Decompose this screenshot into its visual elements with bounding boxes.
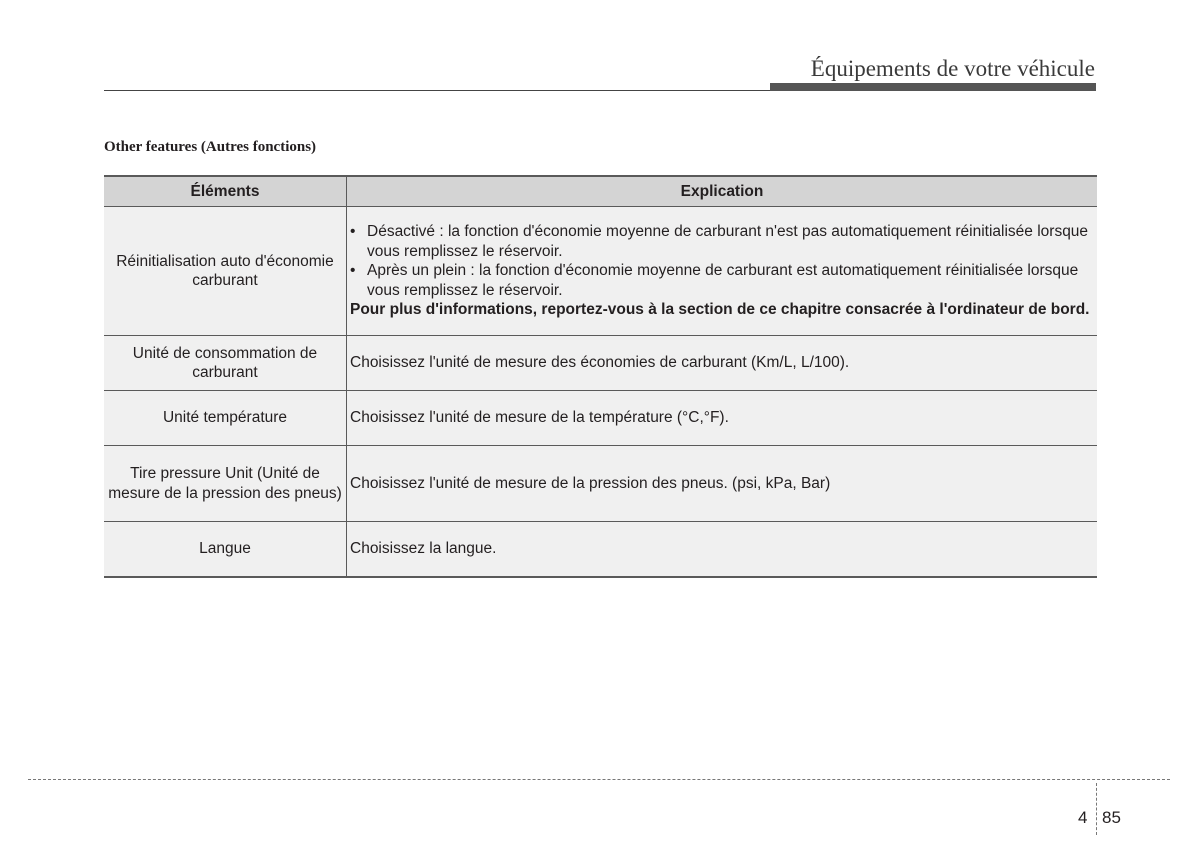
bullet-text: Après un plein : la fonction d'économie moyenne de carburant est automatiquement réinitialisée lorsque vous remplissez le réservoir. (367, 262, 1079, 299)
footer-rule (28, 779, 1170, 780)
table-row (104, 446, 1097, 522)
section-heading: Other features (Autres fonctions) (104, 139, 317, 155)
table-row (104, 391, 1097, 446)
bullet-marker: • (350, 262, 356, 280)
explanation-cell: Choisissez l'unité de mesure des économies de carburant (Km/L, L/100). (347, 336, 1098, 391)
explanation-cell: Choisissez l'unité de mesure de la température (°C,°F). (347, 391, 1098, 446)
element-cell: Unité de consommation de carburant (104, 336, 347, 391)
table-row (104, 336, 1097, 391)
bullet-marker: • (350, 223, 356, 241)
column-header-explication: Explication (347, 176, 1098, 207)
page-header-title: Équipements de votre véhicule (810, 56, 1095, 81)
element-cell: Langue (104, 522, 347, 577)
info-note: Pour plus d'informations, reportez-vous à la section de ce chapitre consacrée à l'ordinateur de bord. (350, 301, 1090, 319)
explanation-cell: Choisissez la langue. (347, 522, 1098, 577)
page-number: 85 (1102, 808, 1121, 827)
explanation-cell (347, 207, 1098, 336)
column-header-elements: Éléments (104, 176, 347, 207)
bullet-item (350, 222, 1094, 261)
table-row (104, 207, 1097, 336)
table-row (104, 522, 1097, 577)
element-cell: Tire pressure Unit (Unité de mesure de la pression des pneus) (104, 446, 347, 522)
chapter-number: 4 (1078, 808, 1088, 827)
header-rule (104, 90, 770, 91)
bullet-item (350, 261, 1094, 300)
element-cell: Réinitialisation auto d'économie carburant (104, 207, 347, 336)
bullet-text: Désactivé : la fonction d'économie moyenne de carburant n'est pas automatiquement réinitialisée lorsque vous remplissez le réservoir. (367, 223, 1089, 260)
header-rule-accent (770, 83, 1096, 91)
features-table (104, 175, 1097, 578)
explanation-cell: Choisissez l'unité de mesure de la pression des pneus. (psi, kPa, Bar) (347, 446, 1098, 522)
element-cell: Unité température (104, 391, 347, 446)
footer-divider (1096, 783, 1097, 835)
table-header-row (104, 176, 1097, 207)
